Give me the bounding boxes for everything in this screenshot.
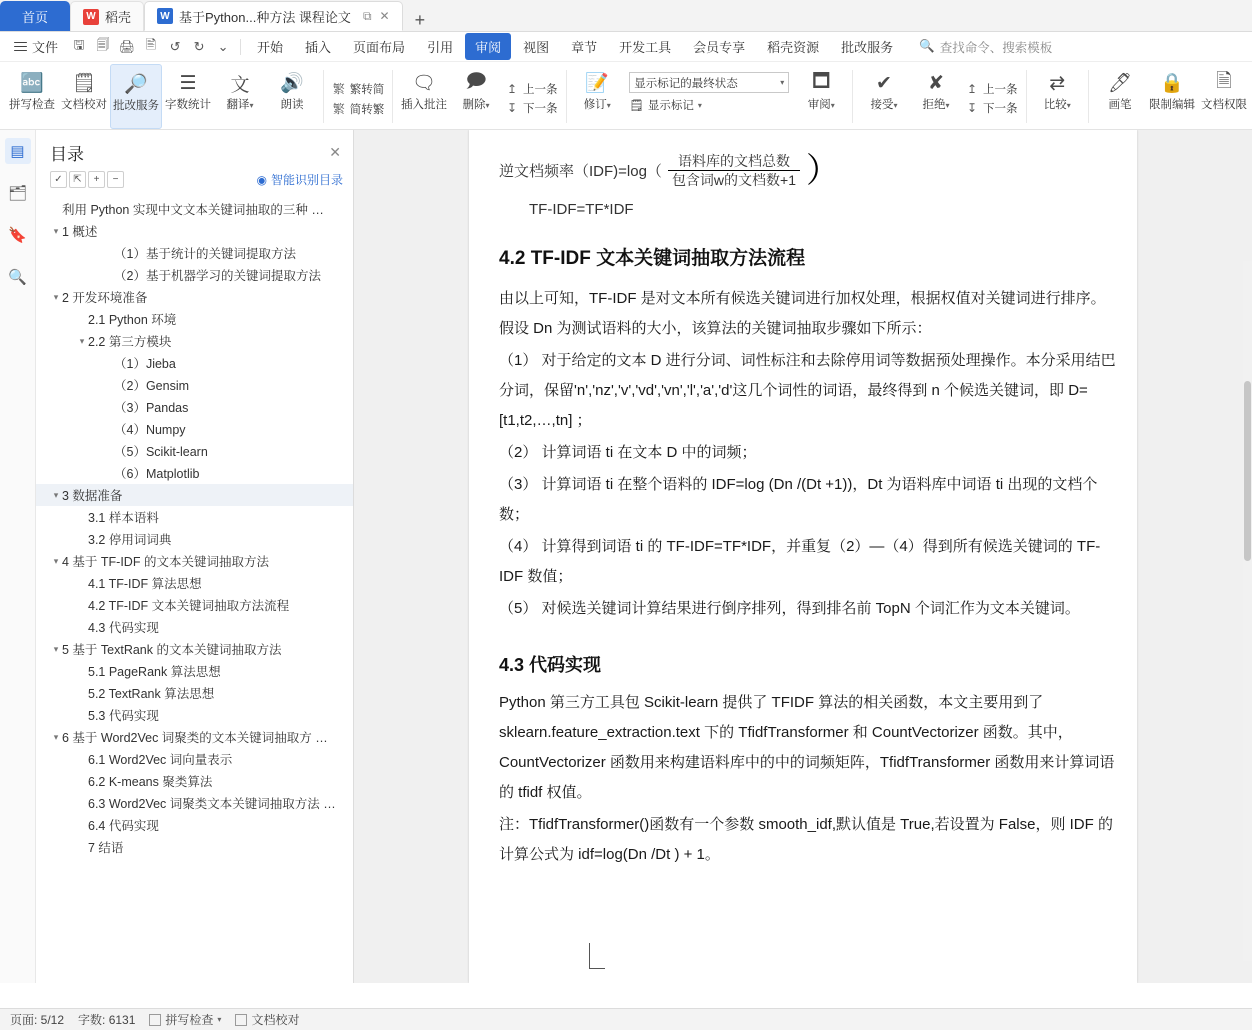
tab-current-document-label: 基于Python...种方法 课程论文 xyxy=(179,9,351,25)
toc-item-label: 2.1 Python 环境 xyxy=(88,313,177,327)
left-rail xyxy=(0,130,36,983)
doc-red-icon: W xyxy=(83,9,99,25)
toc-item-label: 4 基于 TF-IDF 的文本关键词抽取方法 xyxy=(62,555,269,569)
smart-toc-label: 智能识别目录 xyxy=(270,173,343,187)
toc-item[interactable] xyxy=(36,308,353,330)
toc-item-label: 4.2 TF-IDF 文本关键词抽取方法流程 xyxy=(88,599,290,613)
pen-label: 画笔 xyxy=(1108,99,1132,111)
toc-item-label: 6.2 K-means 聚类算法 xyxy=(88,775,213,789)
simp-to-trad-button[interactable] xyxy=(332,100,385,117)
toc-item-label: （3）Pandas xyxy=(114,401,189,415)
restrict-edit-button[interactable] xyxy=(1146,64,1198,129)
main-body xyxy=(0,130,1252,983)
paragraph-4: （3） 计算词语 ti 在整个语料的 IDF=log (Dn /(Dt +1))，Dt 为语料库中词语 ti 出现的文档个数； xyxy=(499,476,1098,523)
toc-item[interactable] xyxy=(36,770,353,792)
file-menu-button[interactable] xyxy=(6,33,66,60)
idf-numerator: 语料库的文档总数 xyxy=(677,153,790,169)
track-changes-button[interactable] xyxy=(571,64,623,129)
ribbon-toolbar xyxy=(0,62,1252,130)
accept-button[interactable] xyxy=(858,64,910,129)
insert-comment-icon: 🗨 xyxy=(411,73,437,94)
chevron-down-icon[interactable]: ▾ xyxy=(53,489,59,500)
toc-item[interactable] xyxy=(36,506,353,528)
translate-icon: 文 xyxy=(230,74,250,96)
print-preview-icon[interactable]: 🗐 xyxy=(96,36,110,52)
toc-item-label: 6.4 代码实现 xyxy=(88,819,159,833)
toc-item[interactable] xyxy=(36,616,353,638)
chevron-down-icon-status: ▾ xyxy=(217,1015,222,1024)
doc-permission-icon: 🗎 xyxy=(1216,71,1232,92)
ribbon-tab-view[interactable]: 视图 xyxy=(523,40,550,55)
export-pdf-icon[interactable]: 🖹 xyxy=(145,36,157,52)
toc-item[interactable] xyxy=(36,638,353,660)
spellcheck-icon xyxy=(149,1014,161,1026)
doc-blue-icon: W xyxy=(157,8,173,24)
correction-service-button[interactable] xyxy=(110,64,162,129)
doc-permission-label: 文档权限 xyxy=(1201,99,1247,111)
ribbon-tab-start[interactable]: 开始 xyxy=(257,40,284,55)
delete-comment-label: 删除▾ xyxy=(462,99,490,111)
toc-item-label: 6.1 Word2Vec 词向量表示 xyxy=(88,753,233,767)
tfidf-formula: TF-IDF=TF*IDF xyxy=(529,201,634,218)
toc-item[interactable] xyxy=(36,330,353,352)
simp-to-trad-label: 简转繁 xyxy=(349,103,385,116)
paragraph-8: 注：TfidfTransformer()函数有一个参数 smooth_idf,默认值是 True,若设置为 False，则 IDF 的计算公式为 idf=log(Dn /Dt ) + 1。 xyxy=(499,816,1113,863)
read-aloud-button[interactable] xyxy=(266,64,318,129)
markup-group xyxy=(623,64,795,129)
toc-item[interactable] xyxy=(36,352,353,374)
idf-formula-prefix: 逆文档频率（IDF)=log（ xyxy=(499,163,662,180)
close-icon-toc[interactable]: ✕ xyxy=(329,144,341,160)
chevron-down-icon[interactable]: ▾ xyxy=(79,335,85,346)
toc-item[interactable] xyxy=(36,264,353,286)
toc-item[interactable] xyxy=(36,748,353,770)
review-pane-icon: 🗖 xyxy=(812,71,831,92)
check-icon[interactable]: ✓ xyxy=(50,171,67,188)
ribbon-divider-5 xyxy=(1026,70,1027,123)
document-proof-label: 文档校对 xyxy=(61,99,107,111)
menu-divider xyxy=(240,39,241,55)
status-spellcheck[interactable] xyxy=(149,1011,221,1028)
smart-toc-icon: ◉ xyxy=(256,172,267,187)
toc-list[interactable] xyxy=(36,196,353,983)
ribbon-tab-references[interactable]: 引用 xyxy=(427,40,454,55)
toc-item[interactable] xyxy=(36,726,353,748)
toc-panel xyxy=(36,130,354,983)
toc-item[interactable] xyxy=(36,220,353,242)
status-docproof[interactable] xyxy=(235,1011,299,1028)
chevron-down-icon[interactable]: ▾ xyxy=(53,731,59,742)
expand-icon[interactable]: ⇱ xyxy=(69,171,86,188)
ribbon-divider xyxy=(323,70,324,123)
paragraph-6: （5） 对候选关键词计算结果进行倒序排列，得到排名前 TopN 个词汇作为文本关键词。 xyxy=(499,600,1080,617)
insert-comment-button[interactable] xyxy=(398,64,450,129)
chevron-down-icon[interactable]: ▾ xyxy=(53,225,59,236)
tab-split-icon[interactable]: ⧉ xyxy=(362,8,372,23)
heading-4-3: 4.3 代码实现 xyxy=(499,655,602,675)
word-count-label: 字数统计 xyxy=(165,99,211,111)
toc-item-label: 利用 Python 实现中文文本关键词抽取的三种 … xyxy=(62,203,324,217)
insert-comment-label: 插入批注 xyxy=(401,99,447,111)
read-aloud-icon: 🔊 xyxy=(280,73,304,94)
toc-toolbar xyxy=(36,169,353,196)
toc-item-label: 1 概述 xyxy=(62,225,98,239)
abc-check-icon: 🔤 xyxy=(20,73,44,94)
word-count-button[interactable] xyxy=(162,64,214,129)
ribbon-divider-3 xyxy=(566,70,567,123)
vertical-scrollbar[interactable] xyxy=(1243,261,1252,961)
compare-button[interactable] xyxy=(1031,64,1083,129)
toc-item[interactable] xyxy=(36,462,353,484)
tab-home-label: 首页 xyxy=(21,9,48,25)
restrict-edit-label: 限制编辑 xyxy=(1149,99,1195,111)
markup-state-value: 显示标记的最终状态 xyxy=(634,77,738,90)
toc-item-label: （1）Jieba xyxy=(114,357,176,371)
prev-change-button[interactable] xyxy=(965,81,1018,97)
ribbon-tab-section[interactable]: 章节 xyxy=(571,40,598,55)
spell-check-label: 拼写检查 xyxy=(9,99,55,111)
toc-item-label: 2.2 第三方模块 xyxy=(88,335,172,349)
toc-item-label: 4.1 TF-IDF 算法思想 xyxy=(88,577,202,591)
accept-icon: ✔ xyxy=(876,72,892,94)
chevron-down-icon[interactable]: ▾ xyxy=(53,643,59,654)
pen-icon: 🖊 xyxy=(1107,73,1133,94)
ribbon-divider-2 xyxy=(392,70,393,123)
paragraph-7: Python 第三方工具包 Scikit-learn 提供了 TFIDF 算法的相关函数，本文主要用到了 sklearn.feature_extraction.text 下的 TfidfTransformer 和 CountVectorizer 函数。其中，CountVectorizer 函数用来构建语料库中的中的词频矩阵，TfidfTransformer 函数用来计算词语的 tfidf 权值。 xyxy=(499,694,1115,801)
convert-group xyxy=(329,64,388,129)
command-search-placeholder: 查找命令、搜索模板 xyxy=(939,40,1053,55)
page-content xyxy=(469,244,1137,870)
toc-item-label: 6 基于 Word2Vec 词聚类的文本关键词抽取方 … xyxy=(62,731,328,745)
close-icon[interactable]: ✕ xyxy=(379,9,390,23)
search-icon: 🔍 xyxy=(919,39,935,53)
show-markup-icon: 🗒 xyxy=(629,100,644,112)
change-nav-group xyxy=(962,64,1021,129)
search-icon-rail[interactable]: 🔍 xyxy=(8,269,27,286)
chevron-down-icon[interactable]: ▾ xyxy=(53,555,59,566)
toc-item-label: 3.1 样本语料 xyxy=(88,511,159,525)
docproof-icon xyxy=(235,1014,247,1026)
next-change-label: 下一条 xyxy=(983,103,1018,115)
command-search[interactable] xyxy=(919,38,1052,56)
next-comment-button[interactable] xyxy=(505,100,558,116)
accept-label: 接受▾ xyxy=(870,99,898,111)
undo-icon[interactable]: ↺ xyxy=(169,38,181,54)
toc-item[interactable] xyxy=(36,814,353,836)
read-aloud-label: 朗读 xyxy=(280,99,304,111)
correction-service-icon: 🔎 xyxy=(124,74,148,95)
word-count-icon: ☰ xyxy=(179,72,197,94)
toc-icon[interactable]: ▤ xyxy=(5,138,31,164)
next-icon-2: ↧ xyxy=(966,101,978,115)
quick-access-dropdown-icon[interactable]: ⌄ xyxy=(217,38,229,54)
toc-item-label: 5.3 代码实现 xyxy=(88,709,159,723)
text-cursor-mark xyxy=(589,943,605,969)
toc-item[interactable] xyxy=(36,550,353,572)
spell-check-button[interactable] xyxy=(6,64,58,129)
ribbon-divider-4 xyxy=(852,70,853,123)
delete-comment-button[interactable] xyxy=(450,64,502,129)
heading-4-2: 4.2 TF-IDF 文本关键词抽取方法流程 xyxy=(499,248,806,269)
review-pane-button[interactable] xyxy=(795,64,847,129)
reject-label: 拒绝▾ xyxy=(922,99,950,111)
toc-header xyxy=(36,130,353,169)
tab-daoke[interactable] xyxy=(70,1,144,31)
track-changes-label: 修订▾ xyxy=(583,99,611,111)
idf-formula-suffix: ） xyxy=(806,151,841,190)
ribbon-tab-insert[interactable]: 插入 xyxy=(305,40,332,55)
prev-change-label: 上一条 xyxy=(983,84,1018,96)
translate-label: 翻译▾ xyxy=(226,99,254,111)
show-markup-label: 显示标记 xyxy=(647,100,694,112)
idf-denominator: 包含词w的文档数+1 xyxy=(668,170,800,189)
chevron-down-icon[interactable]: ▾ xyxy=(53,291,59,302)
chevron-down-icon-2: ▾ xyxy=(697,100,702,110)
toc-item-label: 5 基于 TextRank 的文本关键词抽取方法 xyxy=(62,643,282,657)
compare-label: 比较▾ xyxy=(1043,99,1071,111)
prev-comment-button[interactable] xyxy=(505,81,558,97)
scrollbar-thumb[interactable] xyxy=(1244,381,1251,561)
chevron-down-icon: ▾ xyxy=(780,78,785,87)
tab-current-document[interactable] xyxy=(144,1,403,31)
pen-button[interactable] xyxy=(1094,64,1146,129)
show-markup-button[interactable] xyxy=(629,97,789,113)
lock-icon: 🔒 xyxy=(1160,73,1184,94)
comment-nav-group xyxy=(502,64,561,129)
toc-item[interactable] xyxy=(36,792,353,814)
new-tab-button[interactable]: + xyxy=(414,10,426,30)
tab-strip xyxy=(0,0,1252,32)
hamburger-icon xyxy=(14,39,27,54)
toc-item[interactable] xyxy=(36,440,353,462)
file-menu-label: 文件 xyxy=(32,40,59,55)
document-page xyxy=(469,130,1137,983)
compare-icon: ⇄ xyxy=(1049,72,1066,94)
toc-item-label: 5.1 PageRank 算法思想 xyxy=(88,665,221,679)
toc-item[interactable] xyxy=(36,242,353,264)
print-icon[interactable]: 🖨 xyxy=(118,38,136,54)
ribbon-tab-member[interactable]: 会员专享 xyxy=(693,40,746,55)
document-area[interactable] xyxy=(354,130,1252,983)
word-count-indicator[interactable]: 字数: 6131 xyxy=(78,1013,136,1027)
toc-item[interactable] xyxy=(36,660,353,682)
prev-icon-2: ↥ xyxy=(966,82,978,96)
idf-fraction xyxy=(668,152,800,189)
bookmark-icon[interactable]: 🔖 xyxy=(8,227,27,244)
translate-button[interactable] xyxy=(214,64,266,129)
markup-state-select[interactable] xyxy=(629,72,789,93)
plus-icon[interactable]: + xyxy=(88,171,105,188)
ribbon-tab-developer[interactable]: 开发工具 xyxy=(619,40,672,55)
smart-toc-button[interactable] xyxy=(257,171,344,188)
ribbon-tab-review[interactable]: 审阅 xyxy=(465,33,511,60)
trad-to-simp-button[interactable] xyxy=(332,80,385,97)
redo-icon[interactable]: ↻ xyxy=(193,38,205,54)
status-bar xyxy=(0,1008,1252,1030)
toc-item-label: （1）基于统计的关键词提取方法 xyxy=(114,247,296,261)
ribbon-tab-page-layout[interactable]: 页面布局 xyxy=(353,40,406,55)
toc-item[interactable] xyxy=(36,418,353,440)
ribbon-tab-resources[interactable]: 稻壳资源 xyxy=(767,40,820,55)
toc-item-label: （2）Gensim xyxy=(114,379,190,393)
tab-daoke-label: 稻壳 xyxy=(105,10,132,25)
toc-item[interactable] xyxy=(36,374,353,396)
toc-item[interactable] xyxy=(36,836,353,858)
toc-item[interactable] xyxy=(36,594,353,616)
revise-icon: 📝 xyxy=(585,73,610,94)
review-pane-label: 审阅▾ xyxy=(807,99,835,111)
reject-button[interactable] xyxy=(910,64,962,129)
toc-item-label: 2 开发环境准备 xyxy=(62,291,148,305)
correction-service-label: 批改服务 xyxy=(113,100,159,112)
toc-item[interactable] xyxy=(36,198,353,220)
paragraph-2: （1） 对于给定的文本 D 进行分词、词性标注和去除停用词等数据预处理操作。本分采用结巴分词，保留'n','nz','v','vd','vn','l','a','d'这几个词性的词语，最终得到 n 个候选关键词，即 D=[t1,t2,…,tn] ； xyxy=(499,352,1116,429)
toc-item-label: 6.3 Word2Vec 词聚类文本关键词抽取方法 … xyxy=(88,797,336,811)
document-proof-icon: 🗒 xyxy=(71,73,97,94)
toc-item-label: 4.3 代码实现 xyxy=(88,621,159,635)
delete-comment-icon: 🗩 xyxy=(465,71,487,92)
toc-item-label: （4）Numpy xyxy=(114,423,186,437)
doc-permission-button[interactable] xyxy=(1198,64,1250,129)
page-indicator[interactable]: 页面: 5/12 xyxy=(10,1013,65,1027)
prev-comment-label: 上一条 xyxy=(523,84,558,96)
menu-bar xyxy=(0,32,1252,62)
toc-item[interactable] xyxy=(36,484,353,506)
minus-icon[interactable]: − xyxy=(107,171,124,188)
toc-item-label: （6）Matplotlib xyxy=(114,467,200,481)
ribbon-tab-correction[interactable]: 批改服务 xyxy=(841,40,894,55)
trad-to-simp-label: 繁转简 xyxy=(349,83,385,96)
toc-item[interactable] xyxy=(36,396,353,418)
toc-item-label: 3.2 停用词词典 xyxy=(88,533,172,547)
toc-item-label: （5）Scikit-learn xyxy=(114,445,208,459)
status-spellcheck-label: 拼写检查 xyxy=(165,1013,214,1027)
status-docproof-label: 文档校对 xyxy=(251,1013,300,1027)
next-change-button[interactable] xyxy=(965,100,1018,116)
reject-icon: ✘ xyxy=(928,72,944,94)
prev-icon: ↥ xyxy=(506,82,518,96)
thumbnail-icon[interactable]: 🗂 xyxy=(7,185,28,202)
toc-item[interactable] xyxy=(36,572,353,594)
toc-item[interactable] xyxy=(36,704,353,726)
document-proof-button[interactable] xyxy=(58,64,110,129)
save-icon[interactable]: 🖫 xyxy=(73,36,85,52)
next-icon: ↧ xyxy=(506,101,518,115)
toc-item-label: 5.2 TextRank 算法思想 xyxy=(88,687,215,701)
simp-icon: 繁 xyxy=(332,102,345,116)
toc-title: 目录 xyxy=(50,145,84,164)
idf-formula xyxy=(469,148,1137,189)
toc-item[interactable] xyxy=(36,528,353,550)
toc-item-label: 7 结语 xyxy=(88,841,124,855)
trad-icon: 繁 xyxy=(332,82,345,96)
ribbon-divider-6 xyxy=(1088,70,1089,123)
next-comment-label: 下一条 xyxy=(523,103,558,115)
tab-home[interactable] xyxy=(0,1,70,31)
paragraph-5: （4） 计算得到词语 ti 的 TF-IDF=TF*IDF，并重复（2）—（4）得到所有候选关键词的 TF-IDF 数值； xyxy=(499,538,1101,585)
toc-item[interactable] xyxy=(36,286,353,308)
paragraph-1: 由以上可知，TF-IDF 是对文本所有候选关键词进行加权处理，根据权值对关键词进行排序。假设 Dn 为测试语料的大小，该算法的关键词抽取步骤如下所示： xyxy=(499,290,1106,337)
toc-item[interactable] xyxy=(36,682,353,704)
paragraph-3: （2） 计算词语 ti 在文本 D 中的词频； xyxy=(499,444,757,461)
toc-item-label: （2）基于机器学习的关键词提取方法 xyxy=(114,269,321,283)
toc-item-label: 3 数据准备 xyxy=(62,489,123,503)
